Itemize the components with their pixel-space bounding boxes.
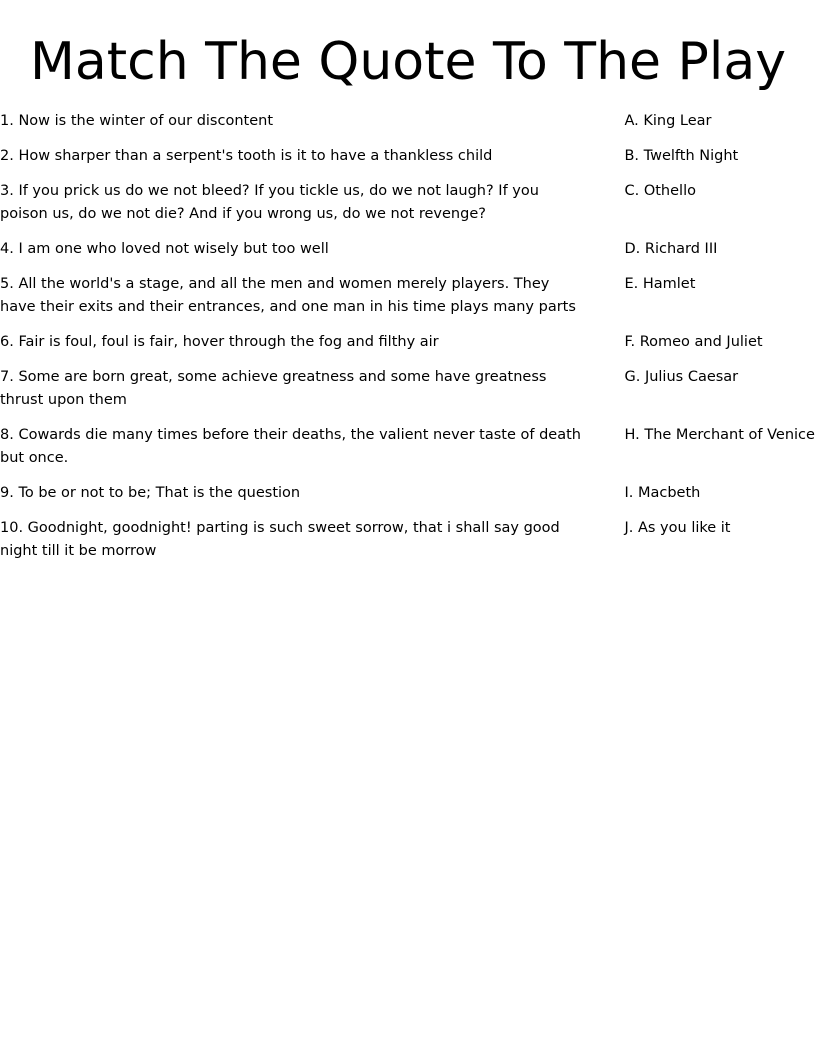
play-option-e: E. Hamlet [624, 276, 696, 292]
match-row-8 [0, 424, 816, 470]
quote-8: 8. Cowards die many times before their deaths, the valient never taste of death but once. [0, 427, 581, 466]
match-row-1 [0, 110, 816, 133]
quote-4: 4. I am one who loved not wisely but too well [0, 241, 329, 257]
match-row-6 [0, 331, 816, 354]
play-option-c: C. Othello [624, 183, 696, 199]
quote-10: 10. Goodnight, goodnight! parting is such sweet sorrow, that i shall say good night till it be morrow [0, 520, 560, 559]
match-list [0, 110, 816, 575]
quote-7: 7. Some are born great, some achieve greatness and some have greatness thrust upon them [0, 369, 547, 408]
play-option-h: H. The Merchant of Venice [624, 427, 815, 443]
quote-5: 5. All the world's a stage, and all the men and women merely players. They have their exits and their entrances, and one man in his time plays many parts [0, 276, 576, 315]
match-row-5 [0, 273, 816, 319]
quote-3: 3. If you prick us do we not bleed? If you tickle us, do we not laugh? If you poison us, do we not die? And if you wrong us, do we not revenge? [0, 183, 539, 222]
play-option-j: J. As you like it [624, 520, 731, 536]
play-option-g: G. Julius Caesar [624, 369, 739, 385]
page-title: Match The Quote To The Play [29, 32, 786, 92]
quote-2: 2. How sharper than a serpent's tooth is it to have a thankless child [0, 148, 493, 164]
play-option-d: D. Richard III [624, 241, 718, 257]
play-option-a: A. King Lear [624, 113, 712, 129]
quote-9: 9. To be or not to be; That is the question [0, 485, 301, 501]
play-option-f: F. Romeo and Juliet [624, 334, 763, 350]
match-row-7 [0, 366, 816, 412]
match-row-4 [0, 238, 816, 261]
match-row-9 [0, 482, 816, 505]
match-row-10 [0, 517, 816, 563]
match-row-3 [0, 180, 816, 226]
play-option-b: B. Twelfth Night [624, 148, 739, 164]
quote-1: 1. Now is the winter of our discontent [0, 113, 274, 129]
quote-6: 6. Fair is foul, foul is fair, hover through the fog and filthy air [0, 334, 439, 350]
play-option-i: I. Macbeth [624, 485, 701, 501]
match-row-2 [0, 145, 816, 168]
